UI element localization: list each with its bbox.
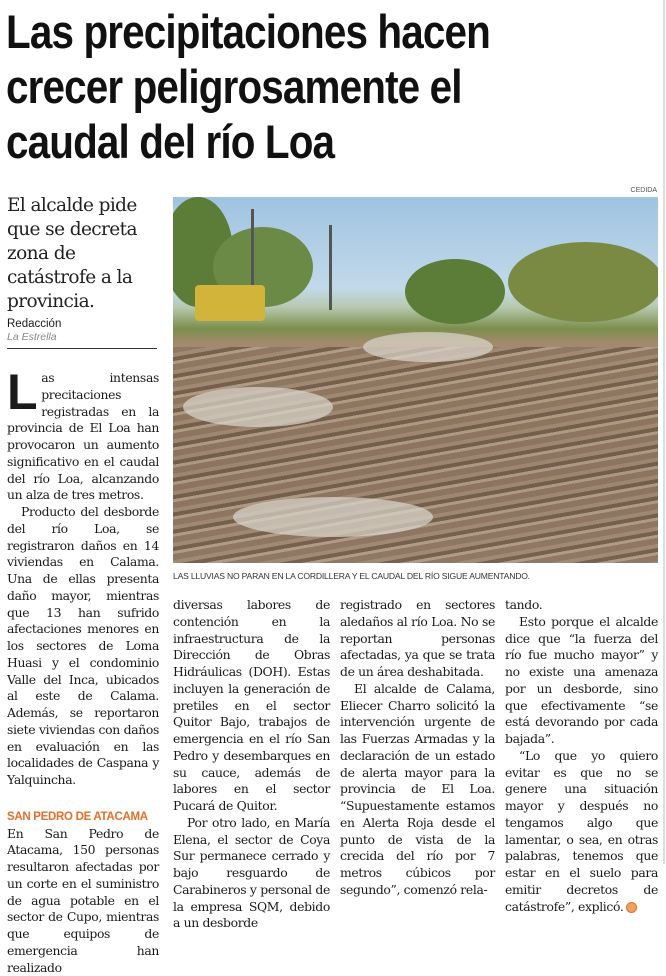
article-photo (173, 197, 658, 563)
paragraph: as intensas precitaciones registradas en la provincia de El Loa han provocaron un aumento significativo en el caudal del río Loa, alcanzando un alza de tres metros. (7, 370, 159, 502)
paragraph: diversas labores de contención en la infraestructura de la Dirección de Obras Hidráulicas (DOH). Estas incluyen la generación de pretiles en el sector Quitor Bajo, trabajos de emergencia en el río San Pedro y desembarques en su cauce, además de labores en el sector Pucará de Quitor. (173, 597, 330, 815)
paragraph: Por otro lado, en María Elena, el sector de Coya Sur permanece cerrado y bajo resguardo de Carabineros y personal de la empresa SQM, debido a un desborde (173, 815, 330, 932)
photo-credit: CEDIDA (631, 187, 657, 194)
paragraph: El alcalde de Calama, Eliecer Charro solicitó la intervención urgente de las Fuerzas Armadas y la declaración de un estado de alerta mayor para la provincia de El Loa. “Supuestamente estamos en Alerta Roja desde el punto de vista de la crecida del río por 7 metros cúbicos por segundo”, comenzó rela- (340, 681, 495, 899)
byline-author: Redacción (7, 318, 61, 331)
headline-line: caudal del río Loa (6, 114, 608, 169)
article-column-4 (505, 597, 658, 915)
byline (7, 318, 61, 344)
paragraph: “Lo que yo quiero evitar es que no se genere una situación mayor y después no tengamos algo que lamentar, o sea, en otras palabras, tenemos que estar en el suelo para emitir decretos de catástrofe”, explicó. (505, 748, 658, 914)
paragraph: registrado en sectores aledaños al río Loa. No se reportan personas afectadas, ya que se trata de un área deshabitada. (340, 597, 495, 681)
end-mark-icon (626, 902, 637, 913)
section-subhead: SAN PEDRO DE ATACAMA (7, 809, 159, 826)
paragraph: Producto del desborde del río Loa, se registraron daños en 14 viviendas en Calama. Una de ellas presenta daño mayor, mientras que 13 han sufrido afectaciones menores en los sectores de Loma Huasi y el condominio Valle del Inca, ubicados al este de Calama. Además, se reportaron siete viviendas con daños en evaluación en las localidades de Caspana y Yalquincha. (7, 504, 159, 789)
article-column-2 (173, 597, 330, 932)
byline-organization: La Estrella (7, 331, 61, 344)
flood-water (173, 347, 658, 563)
paragraph: En San Pedro de Atacama, 150 personas resultaron afectadas por un corte en el suministro de agua potable en el sector de Cupo, mientras que equipos de emergencia han realizado (7, 826, 159, 976)
article-column-3 (340, 597, 495, 899)
deck-subtitle: El alcalde pide que se decreta zona de catástrofe a la provincia. (7, 194, 167, 314)
headline-line: crecer peligrosamente el (6, 59, 608, 114)
headline-line: Las precipitaciones hacen (6, 4, 608, 59)
page-edge (663, 0, 665, 864)
article-column-1 (7, 370, 159, 976)
paragraph: Esto porque el alcalde dice que “la fuerza del río fue mucho mayor” y no existe una amenaza por un desborde, sino que efectivamente “se está devorando por cada bajada”. (505, 614, 658, 748)
photo-caption: LAS LLUVIAS NO PARAN EN LA CORDILLERA Y EL CAUDAL DEL RÍO SIGUE AUMENTANDO. (173, 571, 663, 581)
drop-cap: L (7, 372, 37, 412)
backhoe (195, 285, 265, 321)
divider (7, 348, 157, 349)
headline (6, 4, 608, 169)
paragraph: tando. (505, 597, 658, 614)
